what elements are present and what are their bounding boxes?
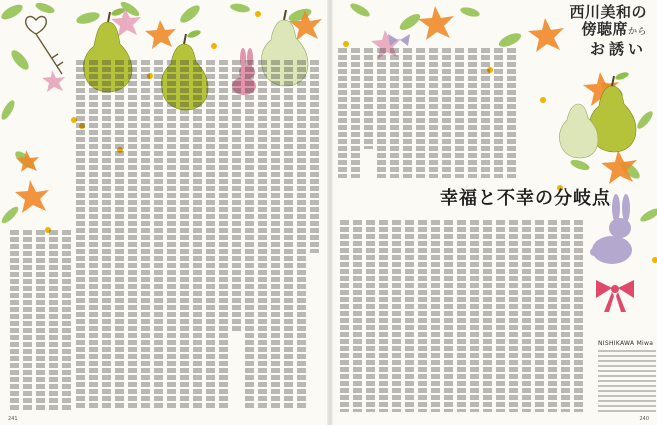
- text-column: [457, 220, 466, 412]
- text-column: [403, 48, 412, 178]
- text-column: [470, 220, 479, 412]
- heart-key-icon: [26, 17, 63, 74]
- text-column: [154, 60, 163, 410]
- text-column: [390, 48, 399, 178]
- text-column: [468, 48, 477, 178]
- text-column: [36, 230, 45, 410]
- text-column: [442, 48, 451, 178]
- text-column: [206, 60, 215, 410]
- text-column: [416, 48, 425, 178]
- column-title: お誘い: [589, 40, 647, 58]
- text-column: [366, 220, 375, 412]
- text-column: [23, 230, 32, 410]
- text-column: [364, 48, 373, 149]
- author-name: 西川美和の: [569, 3, 647, 21]
- author-profile: [598, 340, 656, 412]
- text-column: [574, 220, 583, 412]
- profile-text: [598, 350, 656, 412]
- text-column: [379, 220, 388, 412]
- text-column: [340, 220, 349, 412]
- text-column: [483, 220, 492, 412]
- seat-label: 傍聴席: [581, 20, 628, 38]
- text-column: [496, 220, 505, 412]
- article-title: 幸福と不幸の分岐点: [440, 188, 611, 209]
- from-label: から: [627, 27, 647, 37]
- pear-icon: [559, 104, 598, 158]
- text-column: [392, 220, 401, 412]
- text-column: [62, 230, 71, 410]
- text-column: [494, 48, 503, 178]
- text-column: [49, 230, 58, 410]
- right-body-block-upper: [338, 48, 516, 178]
- text-column: [561, 220, 570, 412]
- text-column: [89, 60, 98, 410]
- text-column: [10, 230, 19, 410]
- page-number-left: 241: [8, 416, 18, 422]
- text-column: [284, 60, 293, 410]
- text-column: [431, 220, 440, 412]
- text-column: [338, 48, 347, 178]
- text-column: [481, 48, 490, 178]
- ribbon-icon: [596, 280, 634, 312]
- text-column: [418, 220, 427, 412]
- column-header: [535, 4, 647, 58]
- text-column: [219, 60, 228, 410]
- text-column: [351, 48, 360, 178]
- seat-line: [535, 21, 647, 41]
- text-column: [232, 60, 241, 333]
- text-column: [429, 48, 438, 178]
- text-column: [455, 48, 464, 178]
- text-column: [102, 60, 111, 410]
- text-column: [271, 60, 280, 410]
- text-column: [245, 60, 254, 410]
- text-column: [509, 220, 518, 412]
- left-body-block-upper: [76, 60, 319, 410]
- text-column: [377, 48, 386, 178]
- text-column: [297, 60, 306, 410]
- text-column: [193, 60, 202, 410]
- text-column: [128, 60, 137, 410]
- left-body-block-lower: [10, 230, 71, 410]
- text-column: [535, 220, 544, 412]
- text-column: [405, 220, 414, 412]
- text-column: [180, 60, 189, 410]
- text-column: [548, 220, 557, 412]
- text-column: [310, 60, 319, 253]
- text-column: [507, 48, 516, 178]
- text-column: [353, 220, 362, 412]
- text-column: [115, 60, 124, 410]
- text-column: [258, 60, 267, 410]
- text-column: [522, 220, 531, 412]
- profile-name: NISHIKAWA Miwa: [598, 340, 654, 347]
- text-column: [141, 60, 150, 410]
- text-column: [167, 60, 176, 410]
- text-column: [76, 60, 85, 410]
- right-body-block-lower: [340, 220, 583, 412]
- text-column: [444, 220, 453, 412]
- page-number-right: 240: [639, 416, 649, 422]
